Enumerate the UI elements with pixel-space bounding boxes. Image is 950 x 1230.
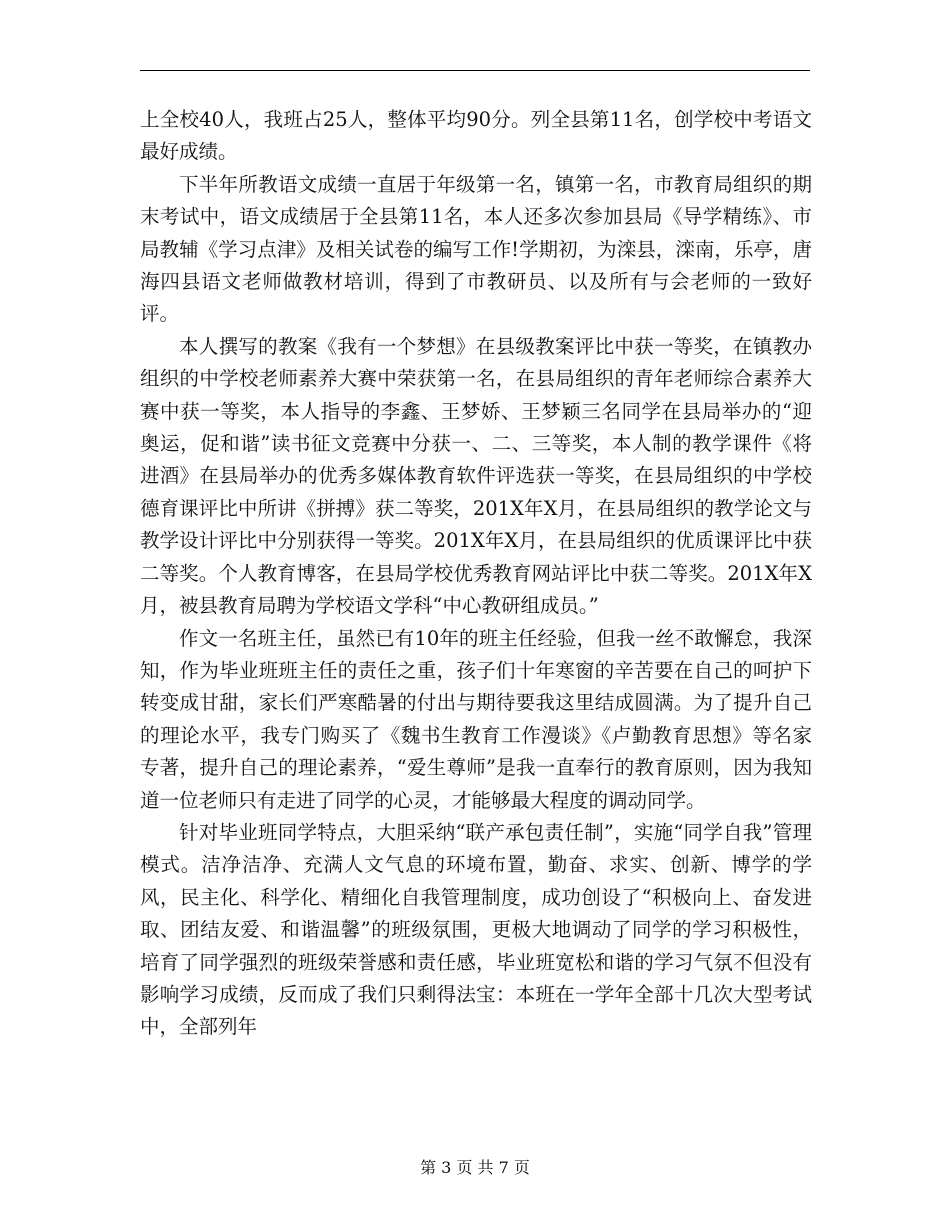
header-rule xyxy=(140,70,810,71)
page-number-footer: 第 3 页 共 7 页 xyxy=(420,1158,530,1177)
paragraph: 本人撰写的教案《我有一个梦想》在县级教案评比中获一等奖，在镇教办组织的中学校老师素养大赛中荣获第一名，在县局组织的青年老师综合素养大赛中获一等奖，本人指导的李鑫、王梦娇、王梦颖三名同学在县局举办的“迎奥运，促和谐”读书征文竞赛中分获一、二、三等奖，本人制的教学课件《将进酒》在县局举办的优秀多媒体教育软件评选获一等奖，在县局组织的中学校德育课评比中所讲《拼搏》获二等奖，201X年X月，在县局组织的教学论文与教学设计评比中分别获得一等奖。201X年X月，在县局组织的优质课评比中获二等奖。个人教育博客，在县局学校优秀教育网站评比中获二等奖。201X年X月，被县教育局聘为学校语文学科“中心教研组成员。” xyxy=(140,334,812,618)
paragraph: 针对毕业班同学特点，大胆采纳“联产承包责任制”，实施“同学自我”管理模式。洁净洁净、充满人文气息的环境布置，勤奋、求实、创新、博学的学风，民主化、科学化、精细化自我管理制度，成功创设了“积极向上、奋发进取、团结友爱、和谐温馨”的班级氛围，更极大地调动了同学的学习积极性，培育了同学强烈的班级荣誉感和责任感，毕业班宽松和谐的学习气氛不但没有影响学习成绩，反而成了我们只剩得法宝：本班在一学年全部十几次大型考试中，全部列年 xyxy=(140,820,812,1039)
paragraph: 作文一名班主任，虽然已有10年的班主任经验，但我一丝不敢懈怠，我深知，作为毕业班班主任的责任之重，孩子们十年寒窗的辛苦要在自己的呵护下转变成甘甜，家长们严寒酷暑的付出与期待要我这里结成圆满。为了提升自己的理论水平，我专门购买了《魏书生教育工作漫谈》《卢勤教育思想》等名家专著，提升自己的理论素养，“爱生尊师”是我一直奉行的教育原则，因为我知道一位老师只有走进了同学的心灵，才能够最大程度的调动同学。 xyxy=(140,626,812,812)
paragraph: 下半年所教语文成绩一直居于年级第一名，镇第一名，市教育局组织的期末考试中，语文成绩居于全县第11名，本人还多次参加县局《导学精练》、市局教辅《学习点津》及相关试卷的编写工作!学期初，为滦县，滦南，乐亭，唐海四县语文老师做教材培训，得到了市教研员、以及所有与会老师的一致好评。 xyxy=(140,172,812,326)
document-body xyxy=(140,104,812,1044)
paragraph: 上全校40人，我班占25人，整体平均90分。列全县第11名，创学校中考语文最好成绩。 xyxy=(140,108,812,164)
